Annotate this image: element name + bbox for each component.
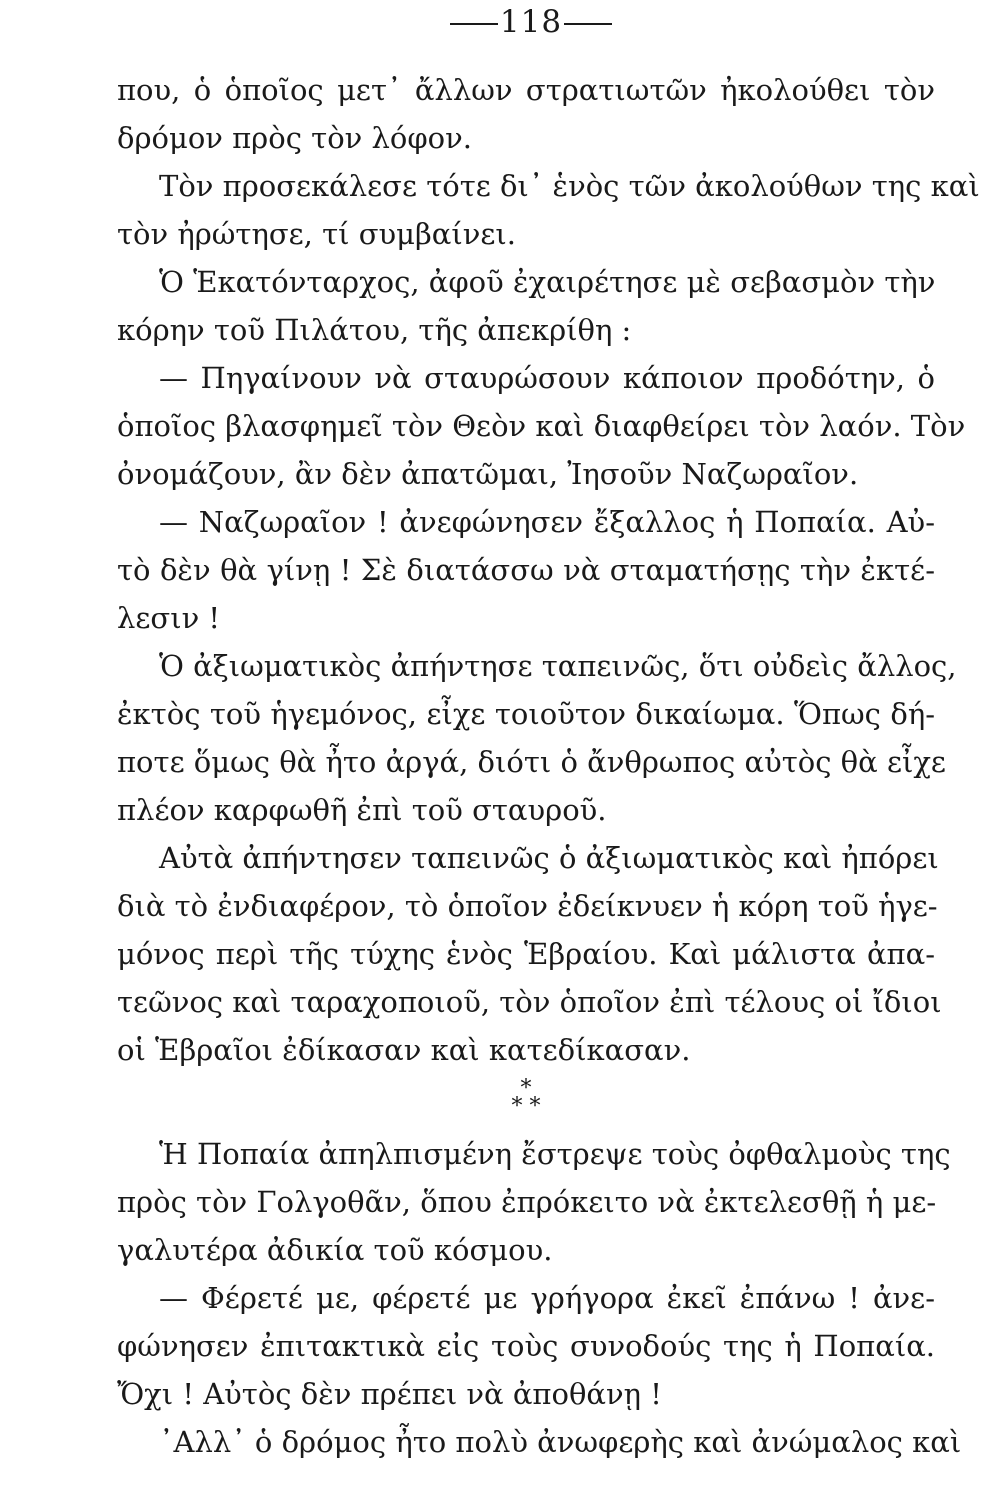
text-line: διὰ τὸ ἐνδιαφέρον, τὸ ὁποῖον ἐδείκνυεν ἡ κόρη τοῦ ἡγε-	[117, 889, 938, 923]
text-line: λεσιν !	[117, 601, 221, 635]
text-line: τὸ δὲν θὰ γίνῃ ! Σὲ διατάσσω νὰ σταματήσῃς τὴν ἐκτέ-	[117, 553, 935, 587]
text-line: γαλυτέρα ἀδικία τοῦ κόσμου.	[117, 1233, 553, 1267]
text-line: που, ὁ ὁποῖος μετ᾽ ἄλλων στρατιωτῶν ἠκολούθει τὸν	[117, 73, 935, 107]
text-line: Ὄχι ! Αὐτὸς δὲν πρέπει νὰ ἀποθάνῃ !	[117, 1377, 662, 1411]
text-line: μόνος περὶ τῆς τύχης ἑνὸς Ἑβραίου. Καὶ μάλιστα ἀπα-	[117, 937, 935, 971]
asterism-top: *	[520, 1076, 532, 1101]
text-line: Αὐτὰ ἀπήντησεν ταπεινῶς ὁ ἀξιωματικὸς καὶ ἠπόρει	[159, 841, 939, 875]
text-line: Ὁ ἀξιωματικὸς ἀπήντησε ταπεινῶς, ὅτι οὐδεὶς ἄλλος,	[159, 649, 957, 683]
text-line: κόρην τοῦ Πιλάτου, τῆς ἀπεκρίθη :	[117, 313, 632, 347]
text-line: φώνησεν ἐπιτακτικὰ εἰς τοὺς συνοδούς της ἡ Ποπαία.	[117, 1329, 935, 1363]
text-line: τὸν ἠρώτησε, τί συμβαίνει.	[117, 217, 516, 251]
asterism-bottom: * *	[511, 1094, 541, 1119]
text-line: πρὸς τὸν Γολγοθᾶν, ὅπου ἐπρόκειτο νὰ ἐκτελεσθῇ ἡ με-	[117, 1185, 937, 1219]
text-line: ᾽Αλλ᾽ ὁ δρόμος ἦτο πολὺ ἀνωφερὴς καὶ ἀνώμαλος καὶ	[159, 1425, 962, 1459]
body-text	[117, 66, 980, 1466]
text-line: δρόμον πρὸς τὸν λόφον.	[117, 121, 472, 155]
text-line: τεῶνος καὶ ταραχοποιοῦ, τὸν ὁποῖον ἐπὶ τέλους οἱ ἴδιοι	[117, 985, 942, 1019]
text-line: ἐκτὸς τοῦ ἡγεμόνος, εἶχε τοιοῦτον δικαίωμα. Ὅπως δή-	[117, 697, 935, 731]
text-line: — Πηγαίνουν νὰ σταυρώσουν κάποιον προδότην, ὁ	[159, 361, 935, 395]
page-number-text: 118	[499, 4, 563, 40]
page-number-dash-left	[450, 23, 498, 25]
text-line: ὁποῖος βλασφημεῖ τὸν Θεὸν καὶ διαφθείρει τὸν λαόν. Τὸν	[117, 409, 966, 443]
page-number-dash-right	[564, 23, 612, 25]
text-line: Ὁ Ἑκατόνταρχος, ἀφοῦ ἐχαιρέτησε μὲ σεβασμὸν τὴν	[159, 265, 936, 299]
text-line: — Φέρετέ με, φέρετέ με γρήγορα ἐκεῖ ἐπάνω ! ἀνε-	[159, 1281, 935, 1315]
text-line: ὀνομάζουν, ἂν δὲν ἀπατῶμαι, Ἰησοῦν Ναζωραῖον.	[117, 457, 859, 491]
text-line: Ἡ Ποπαία ἀπηλπισμένη ἔστρεψε τοὺς ὀφθαλμοὺς της	[159, 1137, 951, 1171]
text-line: Τὸν προσεκάλεσε τότε δι᾽ ἑνὸς τῶν ἀκολούθων της καὶ	[159, 169, 980, 203]
text-line: ποτε ὅμως θὰ ἦτο ἀργά, διότι ὁ ἄνθρωπος αὐτὸς θὰ εἶχε	[117, 745, 946, 779]
page-number	[0, 4, 998, 40]
text-line: πλέον καρφωθῆ ἐπὶ τοῦ σταυροῦ.	[117, 793, 607, 827]
section-break-asterism	[117, 1074, 935, 1130]
text-line: οἱ Ἑβραῖοι ἐδίκασαν καὶ κατεδίκασαν.	[117, 1033, 691, 1067]
text-line: — Ναζωραῖον ! ἀνεφώνησεν ἔξαλλος ἡ Ποπαία. Αὐ-	[159, 505, 935, 539]
